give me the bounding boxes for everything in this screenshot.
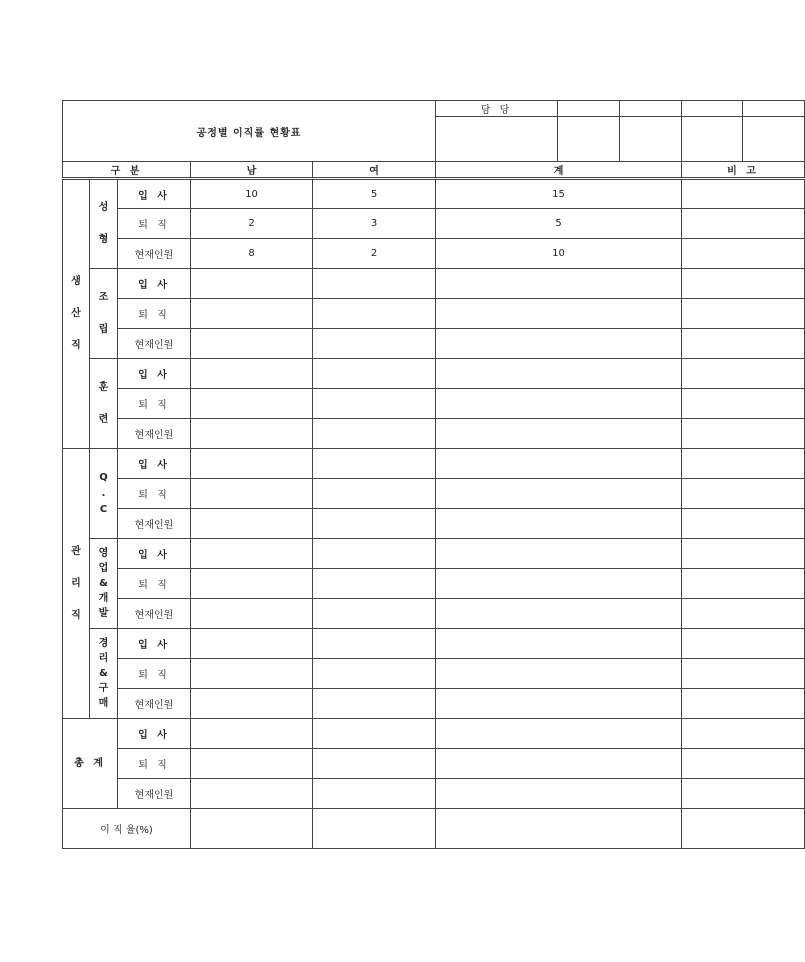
turnover-rate-label: 이 직 율(%) (63, 809, 191, 849)
note-cell[interactable] (682, 359, 805, 389)
row-label-current: 현재인원 (118, 779, 191, 809)
molding-current-female[interactable]: 2 (313, 239, 436, 269)
header-total: 계 (436, 162, 682, 179)
row-label-hire: 입 사 (118, 179, 191, 209)
value-cell[interactable] (436, 269, 682, 299)
note-cell[interactable] (682, 599, 805, 629)
value-cell[interactable] (436, 299, 682, 329)
value-cell[interactable] (191, 359, 313, 389)
value-cell[interactable] (436, 389, 682, 419)
sub-sales-dev-label: 영 업 & 개 발 (90, 539, 118, 629)
note-cell[interactable] (682, 239, 805, 269)
turnover-note[interactable] (682, 809, 805, 849)
value-cell[interactable] (191, 389, 313, 419)
value-cell[interactable] (436, 629, 682, 659)
row-label-hire: 입 사 (118, 629, 191, 659)
note-cell[interactable] (682, 299, 805, 329)
value-cell[interactable] (436, 599, 682, 629)
approval-slot-2[interactable] (620, 101, 682, 117)
value-cell[interactable] (191, 659, 313, 689)
value-cell[interactable] (191, 719, 313, 749)
row-label-leave: 퇴 직 (118, 659, 191, 689)
note-cell[interactable] (682, 389, 805, 419)
note-cell[interactable] (682, 449, 805, 479)
row-label-current: 현재인원 (118, 689, 191, 719)
group-management-label: 관 리 직 (63, 449, 90, 719)
approval-slot-4[interactable] (743, 101, 805, 117)
header-female: 여 (313, 162, 436, 179)
value-cell[interactable] (313, 629, 436, 659)
value-cell[interactable] (436, 719, 682, 749)
approval-slot-3[interactable] (682, 101, 743, 117)
row-label-leave: 퇴 직 (118, 569, 191, 599)
note-cell[interactable] (682, 209, 805, 239)
value-cell[interactable] (191, 539, 313, 569)
value-cell[interactable] (191, 479, 313, 509)
turnover-total[interactable] (436, 809, 682, 849)
value-cell[interactable] (191, 689, 313, 719)
value-cell[interactable] (191, 419, 313, 449)
value-cell[interactable] (436, 749, 682, 779)
value-cell[interactable] (191, 599, 313, 629)
row-label-leave: 퇴 직 (118, 389, 191, 419)
value-cell[interactable] (191, 749, 313, 779)
turnover-male[interactable] (191, 809, 313, 849)
sub-accounting-purchasing-label: 경 리 & 구 매 (90, 629, 118, 719)
row-label-current: 현재인원 (118, 329, 191, 359)
value-cell[interactable] (436, 569, 682, 599)
header-male: 남 (191, 162, 313, 179)
value-cell[interactable] (313, 749, 436, 779)
molding-leave-male[interactable]: 2 (191, 209, 313, 239)
value-cell[interactable] (436, 689, 682, 719)
value-cell[interactable] (436, 659, 682, 689)
value-cell[interactable] (191, 629, 313, 659)
note-cell[interactable] (682, 509, 805, 539)
row-label-leave: 퇴 직 (118, 299, 191, 329)
note-cell[interactable] (682, 179, 805, 209)
note-cell[interactable] (682, 689, 805, 719)
value-cell[interactable] (191, 509, 313, 539)
row-label-hire: 입 사 (118, 719, 191, 749)
value-cell[interactable] (436, 539, 682, 569)
molding-leave-total[interactable]: 5 (436, 209, 682, 239)
value-cell[interactable] (313, 359, 436, 389)
row-label-hire: 입 사 (118, 449, 191, 479)
value-cell[interactable] (313, 569, 436, 599)
value-cell[interactable] (436, 329, 682, 359)
molding-hire-total[interactable]: 15 (436, 179, 682, 209)
value-cell[interactable] (191, 269, 313, 299)
row-label-leave: 퇴 직 (118, 209, 191, 239)
value-cell[interactable] (436, 479, 682, 509)
note-cell[interactable] (682, 779, 805, 809)
row-label-hire: 입 사 (118, 359, 191, 389)
value-cell[interactable] (191, 569, 313, 599)
group-production-label: 생 산 직 (63, 179, 90, 449)
molding-leave-female[interactable]: 3 (313, 209, 436, 239)
row-label-current: 현재인원 (118, 239, 191, 269)
row-label-leave: 퇴 직 (118, 749, 191, 779)
value-cell[interactable] (313, 539, 436, 569)
value-cell[interactable] (191, 299, 313, 329)
note-cell[interactable] (682, 629, 805, 659)
value-cell[interactable] (436, 419, 682, 449)
sub-molding-label: 성 형 (90, 179, 118, 269)
note-cell[interactable] (682, 329, 805, 359)
value-cell[interactable] (313, 689, 436, 719)
note-cell[interactable] (682, 719, 805, 749)
molding-hire-male[interactable]: 10 (191, 179, 313, 209)
note-cell[interactable] (682, 539, 805, 569)
value-cell[interactable] (313, 389, 436, 419)
value-cell[interactable] (191, 329, 313, 359)
sub-qc-label: Q . C (90, 449, 118, 539)
note-cell[interactable] (682, 659, 805, 689)
value-cell[interactable] (313, 599, 436, 629)
value-cell[interactable] (436, 359, 682, 389)
turnover-status-table (62, 100, 805, 849)
value-cell[interactable] (436, 449, 682, 479)
value-cell[interactable] (313, 329, 436, 359)
row-label-leave: 퇴 직 (118, 479, 191, 509)
value-cell[interactable] (191, 449, 313, 479)
approval-sign-4[interactable] (682, 117, 743, 162)
note-cell[interactable] (682, 479, 805, 509)
row-label-hire: 입 사 (118, 539, 191, 569)
value-cell[interactable] (313, 719, 436, 749)
sub-assembly-label: 조 립 (90, 269, 118, 359)
row-label-hire: 입 사 (118, 269, 191, 299)
value-cell[interactable] (313, 509, 436, 539)
approval-label: 담 당 (436, 101, 558, 117)
approval-sign-1[interactable] (436, 117, 558, 162)
document-title: 공정별 이직률 현황표 (63, 101, 436, 162)
value-cell[interactable] (313, 299, 436, 329)
note-cell[interactable] (682, 569, 805, 599)
molding-current-total[interactable]: 10 (436, 239, 682, 269)
approval-slot-1[interactable] (558, 101, 620, 117)
value-cell[interactable] (436, 509, 682, 539)
turnover-female[interactable] (313, 809, 436, 849)
note-cell[interactable] (682, 749, 805, 779)
value-cell[interactable] (191, 779, 313, 809)
row-label-current: 현재인원 (118, 419, 191, 449)
molding-hire-female[interactable]: 5 (313, 179, 436, 209)
value-cell[interactable] (313, 419, 436, 449)
row-label-current: 현재인원 (118, 599, 191, 629)
note-cell[interactable] (682, 419, 805, 449)
group-total-label: 총 계 (63, 719, 118, 809)
approval-sign-5[interactable] (743, 117, 805, 162)
row-label-current: 현재인원 (118, 509, 191, 539)
header-category: 구 분 (63, 162, 191, 179)
value-cell[interactable] (313, 449, 436, 479)
value-cell[interactable] (313, 269, 436, 299)
approval-sign-3[interactable] (620, 117, 682, 162)
value-cell[interactable] (313, 479, 436, 509)
value-cell[interactable] (313, 779, 436, 809)
value-cell[interactable] (436, 779, 682, 809)
sub-training-label: 훈 련 (90, 359, 118, 449)
value-cell[interactable] (313, 659, 436, 689)
header-note: 비 고 (682, 162, 805, 179)
approval-sign-2[interactable] (558, 117, 620, 162)
note-cell[interactable] (682, 269, 805, 299)
molding-current-male[interactable]: 8 (191, 239, 313, 269)
